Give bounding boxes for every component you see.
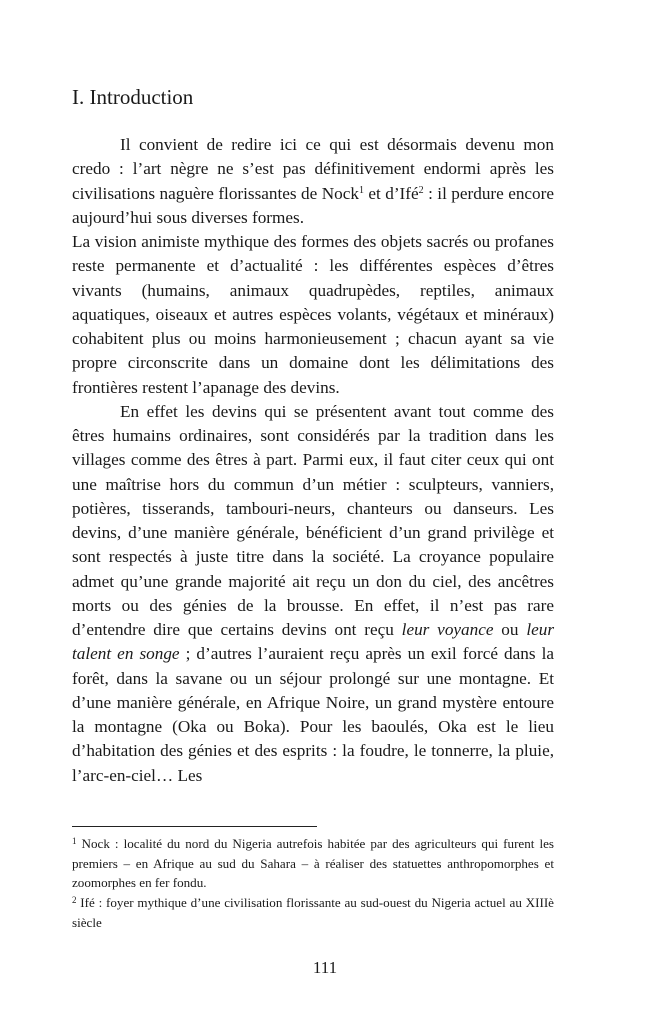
footnote-1-text: Nock : localité du nord du Nigeria autrefois habitée par des agriculteurs qui furent les premiers – en Afrique au sud du Sahara – à réaliser des statuettes anthropomorphes et zoomorphes en fer fondu. xyxy=(72,836,554,891)
paragraph-1-text-c: : il perdure encore aujourd’hui sous diverses formes. xyxy=(72,183,554,227)
footnote-1 xyxy=(72,834,554,893)
footnote-1-number: 1 xyxy=(72,836,77,846)
paragraph-1-text-b: et d’Ifé xyxy=(363,183,419,203)
paragraph-1-text-a: Il convient de redire ici ce qui est désormais devenu mon credo : l’art nègre ne s’est pas définitivement endormi après les civilisations naguère florissantes de Nock xyxy=(72,135,554,203)
footnote-2-text: Ifé : foyer mythique d’une civilisation florissante au sud-ouest du Nigeria actuel au XIIIè siècle xyxy=(72,895,554,930)
italic-phrase-songe: leur talent en songe xyxy=(72,620,555,664)
italic-phrase-voyance: leur voyance xyxy=(401,620,494,639)
paragraph-3-text-c: ; d’autres l’auraient reçu après un exil forcé dans la forêt, dans la savane ou un séjour prolongé sur une montagne. Et d’une manière générale, en Afrique Noire, un grand mystère entoure la montagne (Oka ou Boka). Pour les baoulés, Oka est le lieu d’habitation des génies et des esprits : la foudre, le tonnerre, la pluie, l’arc-en-ciel… Les xyxy=(72,644,555,785)
footnote-2-number: 2 xyxy=(72,895,77,906)
footnote-2 xyxy=(72,893,554,932)
paragraph-3 xyxy=(72,400,554,788)
footnote-ref-2[interactable]: 2 xyxy=(418,184,424,196)
footnote-divider xyxy=(72,826,317,827)
footnotes xyxy=(72,834,554,933)
paragraph-1 xyxy=(72,133,554,230)
section-heading: I. Introduction xyxy=(72,85,194,109)
paragraph-3-text-b: ou xyxy=(493,620,527,639)
body-text xyxy=(72,133,554,788)
footnote-ref-1[interactable]: 1 xyxy=(358,184,364,196)
paragraph-3-text-a: En effet les devins qui se présentent avant tout comme des êtres humains ordinaires, sont considérés par la tradition dans les villages comme des êtres à part. Parmi eux, il faut citer ceux qui ont une maîtrise hors du commun d’un métier : sculpteurs, vanniers, potières, tisserands, tambouri-neurs, chanteurs ou danseurs. Les devins, d’une manière générale, bénéficient d’un grand privilège et sont respectés à juste titre dans la société. La croyance populaire admet qu’une grande majorité ait reçu un don du ciel, des ancêtres morts ou des génies de la brousse. En effet, il n’est pas rare d’entendre dire que certains devins ont reçu xyxy=(72,401,554,639)
paragraph-2: La vision animiste mythique des formes des objets sacrés ou profanes reste permanente et d’actualité : les différentes espèces d’êtres vivants (humains, animaux quadrupèdes, reptiles, animaux aquatiques, oiseaux et autres espèces volants, végétaux et minéraux) cohabitent plus ou moins harmonieusement ; chacun ayant sa vie propre circonscrite dans un domaine dont les délimitations des frontières restent l’apanage des devins. xyxy=(72,232,554,397)
page-number: 111 xyxy=(312,958,338,977)
